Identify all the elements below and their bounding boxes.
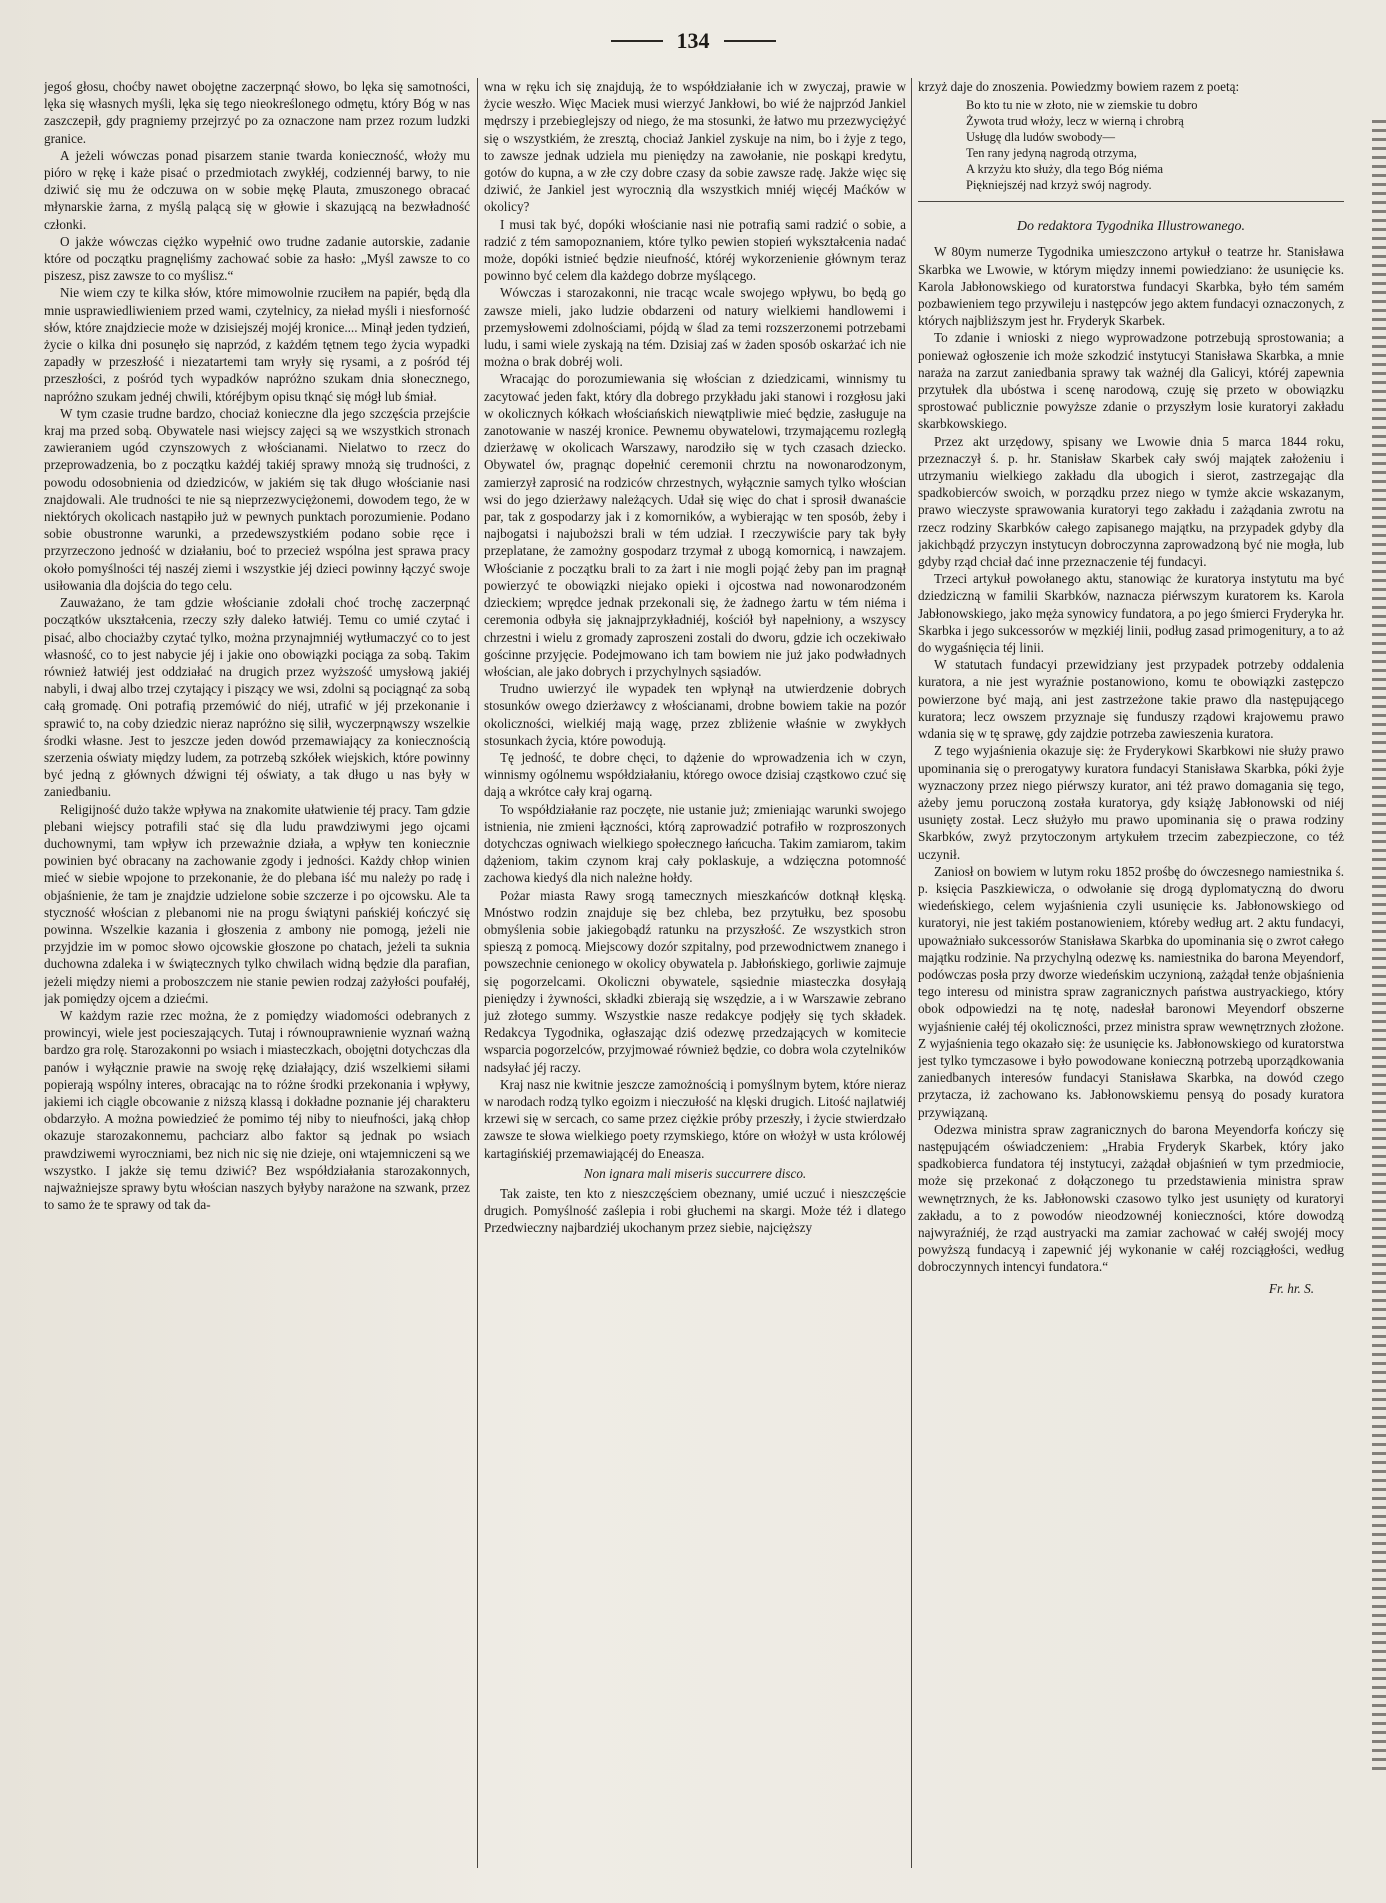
poem-line: Żywota trud włoży, lecz w wierną i chrobrą bbox=[966, 114, 1184, 129]
poem-line: Bo kto tu nie w złoto, nie w ziemskie tu dobro bbox=[966, 98, 1198, 113]
paragraph: krzyż daje do znoszenia. Powiedzmy bowiem razem z poetą: bbox=[918, 79, 1240, 94]
paragraph: Trudno uwierzyć ile wypadek ten wpłynął na utwierdzenie dobrych stosunków owego dzierżawcy z włościanami, drobne bowiem takie na pozór okoliczności, wielkiéj mają wagę, przez zbliżenie właśnie w zwykłych stosunkach życia, które powodują. bbox=[484, 681, 906, 748]
poem-line: Piękniejszéj nad krzyż swój nagrody. bbox=[966, 178, 1152, 193]
paragraph: O jakże wówczas ciężko wypełnić owo trudne zadanie autorskie, zadanie które od początku pragnęliśmy zachować sobie za hasło: „Myśl zawsze to co piszesz, pisz zawsze to co myślisz.“ bbox=[44, 233, 470, 284]
section-divider bbox=[918, 201, 1344, 202]
paragraph: To współdziałanie raz poczęte, nie ustanie już; zmieniając warunki swojego istnienia, nie zmieni łączności, którą zaprowadzić potrafiło w rozproszonych dotychczas ogniwach wielkiego społecznego łańcucha. Takim zamiarom, takim dążeniom, takim czynom kraj cały poklaskuje, a wdzięczna potomność zachowa kiedyś dla nich należne hołdy. bbox=[484, 801, 906, 886]
paragraph: Zaniosł on bowiem w lutym roku 1852 prośbę do ówczesnego namiestnika ś. p. księcia Paszkiewicza, o odwołanie się drogą dyplomatyczną do dworu wiedeńskiego, celem wyjaśnienia czyli usunięcie ks. Jabłonowskiego od kuratoryi, nie jest takiém postanowieniem, któreby według art. 2 aktu fundacyi, upoważniało sukcessorów Stanisława Skarbka do upominania się o zwrot całego majątku rodzinie. Na przychylną odezwę ks. namiestnika do barona Meyendorf, podówczas posła przy dworze wiedeńskim uczynioną, zażądał tenże objaśnienia tego interesu od ministra spraw zagranicznych państwa austryackiego, który obok odpowiedzi na tę notę, nadesłał baronowi Meyendorf obszerne wyjaśnienie całéj téj okoliczności, przez ministra spraw wewnętrznych złożone. Z wyjaśnienia tego okazało się: że usunięcie ks. Jabłonowskiego od kuratorstwa jest tylko tymczasowe i było powodowane konieczną potrzebą uporządkowania zaniedbanych interesów fundacyi Stanisława Skarbka, na dowód czego przytacza, iż zachowano ks. Jabłonowskiemu pensyą do posady kuratora przywiązaną. bbox=[918, 863, 1344, 1120]
signature: Fr. hr. S. bbox=[1268, 1280, 1314, 1296]
column-2 bbox=[484, 78, 906, 1868]
paragraph: Z tego wyjaśnienia okazuje się: że Fryderykowi Skarbkowi nie służy prawo upominania się o prerogatywy kuratora fundacyi Stanisława Skarbka, póki żyje wyznaczony przez niego piérwszy kurator, ani téż prawo domagania się tego, ażeby jemu poruczoną została kuratorya, gdy książę Jabłonowski od niéj usunięty został. Lecz służyło mu prawo upominania się o prawa rodziny Skarbków, zwyż przytoczonym artykułem trzecim zabezpieczone, co téż uczynił. bbox=[918, 743, 1344, 862]
paragraph: Nie wiem czy te kilka słów, które mimowolnie rzuciłem na papiér, będą dla mnie usprawiedliwieniem przed wami, czytelnicy, za nieład myśli i niesforność słów, które znajdziecie może w dzisiejszéj mojéj kronice.... Minął jeden tydzień, życie o kilka dni posunęło się naprzód, z każdém tętnem tego życia wypadki zapadły w przeszłość i niezatartemi tam wryły się rysami, a z pośród téj przeszłości, z pośród tych wypadków napróżno szukam dnia słonecznego, napróżno szukam jednéj chwili, któréjbym opisu tknąć się mógł lub śmiał. bbox=[44, 285, 470, 404]
paragraph: Trzeci artykuł powołanego aktu, stanowiąc że kuratorya instytutu ma być dziedziczną w familii Skarbków, naznacza piérwszym kuratorem ks. Karola Jabłonowskiego, jako męża synowicy fundatora, a po jego śmierci Fryderyka hr. Skarbka i jego sukcessorów w męzkiéj linii, podług zasad primogenitury, a to aż do wygaśnięcia téj linii. bbox=[918, 571, 1344, 656]
column-divider-2 bbox=[911, 78, 912, 1868]
paragraph: Pożar miasta Rawy srogą tamecznych mieszkańców dotknął klęską. Mnóstwo rodzin znajduje się bez chleba, bez przytułku, bez sposobu obmyślenia sobie jakiegobądź ratunku na przyszłość. Ze wszystkich stron spieszą z pomocą. Miejscowy dozór szpitalny, pod przewodnictwem znanego i powszechnie cenionego w okolicy obywatela p. Jabłońskiego, gorliwie zajmuje się pogorzelcami. Okoliczni obywatele, sąsiednie miasteczka dosyłają pieniędzy i żywności, składki zbierają się wszędzie, a i w Warszawie zebrano już złotego summy. Wszystkie nasze redakcye podjęły się tych składek. Redakcya Tygodnika, ogłaszając dziś odezwę przedzających w komitecie wsparcia pogorzelców, przyjmowaé również będzie, co dobra wola czytelników nadsyłać jéj raczy. bbox=[484, 887, 906, 1075]
paragraph: W każdym razie rzec można, że z pomiędzy wiadomości odebranych z prowincyi, wiele jest pocieszających. Tutaj i równouprawnienie wyznań ważną bardzo gra rolę. Starozakonni po wsiach i miasteczkach, obojętni dotychczas dla panów i wyłącznie prawie na swoję rękę działający, dziś wszelkiemi siłami popierają wspólny interes, obracając na to różne środki przekonania i wpływy, jakiemi ich ciągle obcowanie z niższą klassą i dokładne poznanie jéj charakteru obdarzyło. A można powiedzieć że pomimo téj niby to nieufności, jaką chłop okazuje starozakonnemu, pachciarz albo faktor są jednak po wsiach prawdziwemi wyroczniami, bez nich nic się nie dzieje, oni wtajemniczeni są we wszystko. I jakże się temu dziwić? Bez współdziałania starozakonnych, najważniejsze sprawy bytu włościan naszych byłyby narażone na szwank, przez to samo że te sprawy od tak da- bbox=[44, 1007, 470, 1213]
paragraph: Religijność dużo także wpływa na znakomite ułatwienie téj pracy. Tam gdzie plebani wiejscy potrafili stać się dla ludu prawdziwymi jego ojcami duchownymi, tam wpływ ich przeważnie działa, a wpływ ten koniecznie powinien być obracany na zachowanie zgody i jedności. Każdy chłop winien mieć w siebie wpojone to przekonanie, że do plebana iść mu należy po radę i objaśnienie, że tam je znajdzie udzielone sobie szczerze i po ojcowsku. Ale ta styczność włościan z plebanomi nie na progu świątyni pańskiéj kończyć się powinna. Wszelkie kazania i głoszenia z ambony nie pomogą, jeżeli nie przyjdzie im w pomoc słowo ojcowskie głoszone po chatach, jeżeli ta suknia duchowna zdaleka i w świątecznych tylko chwilach widną będzie dla parafian, jeżeli między niemi a proboszczem nie stanie pewien rodzaj zażyłości poufałéj, jak pomiędzy ojcem a dziećmi. bbox=[44, 801, 470, 1006]
paragraph: jegoś głosu, choćby nawet obojętne zaczerpnąć słowo, bo lęka się samotności, lęka się własnych myśli, lęka się tego nieokreślonego odmętu, który Bóg w nas zaszczepił, gdy pragniemy przejrzyć po za oznaczone nam przez rozum ludzki granice. bbox=[44, 79, 470, 146]
paragraph: W tym czasie trudne bardzo, chociaż konieczne dla jego szczęścia przejście kraj ma przed sobą. Obywatele nasi wiejscy zajęci są we wszystkich stronach zawieraniem ugód czynszowych z włościanami. Nielatwo to rzecz do przeprowadzenia, bo z początku każdéj takiéj sprawy mnożą się trudności, z powodu odosobnienia od dziedziców, w jakiém się tak długo włościanie nasi znajdowali. Ale trudności te nie są nieprzezwyciężonemi, dowodem tego, że w niektórych okolicach nastąpiło już w pewnych punktach porozumienie. Podano sobie obustronne warunki, a przedewszystkiém podano sobie ręce i przyrzeczono jedność w działaniu, boć to przecież wspólna jest sprawa pracy około pomyślności téj naszéj ziemi i wszystkie jéj dzieci powinny łączyć swoje usiłowania dla dojścia do tego celu. bbox=[44, 405, 470, 593]
column-3 bbox=[918, 78, 1344, 1868]
paragraph: Wracając do porozumiewania się włościan z dziedzicami, winnismy tu zacytować jeden fakt, który dla dobrego przykładu jaki stanowi i rozgłosu jaki w okolicznych kółkach włościańskich niewątpliwie mieć będzie, zasługuje na zanotowanie w naszéj kronice. Pewnemu obywatelowi, trzymającemu rozległą dzierżawę w okolicach Warszawy, narodziło się w tych czasach dziecko. Obywatel ów, pragnąc dopełnić ceremonii chrztu na nowonarodzonym, zamierzył zaprosić na rodziców chrzestnych, wyłącznie samych tylko włościan wsi do jego dzierżawy należących. Udał się więc do chat i sprosił dwanaście par, tak z gospodarzy jak i z komorników, a wybierając w ten sposób, żeby i najbogatsi i najuboższi brali w tém udział. I rzeczywiście pary tak były przeplatane, że zamożny gospodarz trzymał z ubogą komornicą, i nawzajem. Włościanie z początku brali to za żart i nie mogli pojąć żeby pan im pragnął powierzyć te obowiązki niejako opieki i ojcostwa nad nowonarodzoném dzieckiem; wprędce jednak przekonali się, że żadnego żartu w tém niéma i ceremonia odbyła się jaknajprzykładniéj, kościół był napełniony, a wszyscy chrzestni i wielu z gromady zaproszeni zostali do dworu, gdzie ich oczekiwało gościnne przyjęcie. Podejmowano ich tam bowiem nie już jako podwładnych włościan, ale jako dobrych i przychylnych sąsiadów. bbox=[484, 371, 906, 679]
paragraph: W 80ym numerze Tygodnika umieszczono artykuł o teatrze hr. Stanisława Skarbka we Lwowie, w którym między innemi powiedziano: że usunięcie ks. Karola Jabłonowskiego od kuratorstwa fundacyi Skarbka, było tém samém pozbawieniem tego przywileju i następców jego aktem fundacyi oznaczonych, z których najbliższym jest hr. Fryderyk Skarbek. bbox=[918, 244, 1344, 329]
paragraph: I musi tak być, dopóki włościanie nasi nie potrafią sami radzić o sobie, a radzić z tém samopoznaniem, które tylko pewien stopień wykształcenia nadać może, dopóki istnieć będzie nieufność, któréj wykorzenienie głównym teraz powinno być celem dla każdego dobrze myślącego. bbox=[484, 216, 906, 284]
poem bbox=[966, 97, 1344, 193]
column-divider-1 bbox=[477, 78, 478, 1868]
paragraph: A jeżeli wówczas ponad pisarzem stanie twarda konieczność, włoży mu pióro w rękę i każe pisać o przedmiotach zwykłéj, codziennéj barwy, to nie dziwić się mu że odczuwa on w sobie mękę Plauta, zmuszonego obracać młynarskie żarna, z myślą palącą się w głowie i skazującą na bezwładność członki. bbox=[44, 147, 470, 232]
poem-line: Ten rany jedyną nagrodą otrzyma, bbox=[966, 146, 1137, 161]
page-header bbox=[0, 26, 1386, 56]
poem-line: Usługę dla ludów swobody— bbox=[966, 130, 1115, 145]
paragraph: Wówczas i starozakonni, nie tracąc wcale swojego wpływu, bo będą go zawsze mieli, jako ludzie obdarzeni od natury wielkiemi handlowemi i przemysłowemi zdolnościami, pójdą w ślad za temi rozszerzonemi potrzebami ludu, i sami wiele zyskają na tém. Dzisiaj zaś w żaden sposób oskarżać ich nie można o brak dobréj woli. bbox=[484, 285, 906, 370]
paragraph: Przez akt urzędowy, spisany we Lwowie dnia 5 marca 1844 roku, przeznaczył ś. p. hr. Stanisław Skarbek cały swój majątek założeniu i utrzymaniu wielkiego zakładu dla ubogich i sierot, zastrzegając dla spadkobierców swoich, w porządku przez niego w tymże akcie wskazanym, prawo wieczyste sprawowania kuratoryi tego zakładu i zażądania zwrotu na rzecz rodziny Skarbków całego zapisanego majątku, na przypadek gdyby dla jakichbądź przyczyn instytucyn dobroczynna zaprowadzoną być nie mogła, lub gdyby rząd chciał dać inne przeznaczenie téj fundacyi. bbox=[918, 433, 1344, 570]
paragraph: Tak zaiste, ten kto z nieszczęściem obeznany, umié uczuć i nieszczęście drugich. Pomyślność zaślepia i robi głuchemi na skargi. Może téż i dlatego Przedwieczny najbardziéj ukochanym przez siebie, najcięższy bbox=[484, 1186, 906, 1236]
adjacent-page-edge bbox=[1372, 120, 1386, 1770]
letter-title: Do redaktora Tygodnika Illustrowanego. bbox=[1016, 219, 1246, 235]
header-rule-left bbox=[611, 40, 663, 42]
paragraph: Odezwa ministra spraw zagranicznych do barona Meyendorfa kończy się następującém oświadczeniem: „Hrabia Fryderyk Skarbek, który jako spadkobierca fundatora téj instytucyi, zażądał objaśnień w tym przedmiocie, może się przekonać z dołączonego tu przedstawienia ministra spraw wewnętrznych, że ks. Jabłonowski czasowo tylko jest usunięty od kuratoryi zakładu, a to z powodów nieodzownéj konieczności, które dowodzą najwyraźniéj, że rząd austryacki ma zamiar zachować w całéj swojéj mocy powyższą fundacyą i zapewnić jéj wykonanie w całéj rozciągłości, według dobroczynnych intencyi fundatora.“ bbox=[918, 1121, 1344, 1275]
paragraph: Zauważano, że tam gdzie włościanie zdołali choć trochę zaczerpnąć początków ukształcenia, rzeczy szły daleko łatwiéj. Temu co umié czytać i pisać, albo chociażby czytać tylko, można przynajmniéj wytłumaczyć co to jest własność, co to jest nabycie jéj i jakie ono obowiązki pociąga za sobą. Takim również łatwiéj jest oddziałać na drugich przez wyższość umysłową jakiéj nabyli, i dwaj albo trzej czytający i piszący we wsi, zdolni są pociągnąć za sobą całą gromadę. Oni potrafią przemówić do niéj, utrafić w jéj przekonanie i sprawić to, na coby dziedzic nieraz napróżno się silił, wyczerpnąwszy wszelkie środki własne. Jest to jeszcze jeden dowód przemawiający za koniecznością szerzenia oświaty między ludem, za potrzebą szkółek wiejskich, które powinny być jedną z głównych dźwigni téj oświaty, a tak długo u nas były w zaniedbaniu. bbox=[44, 595, 470, 800]
header-rule-right bbox=[724, 40, 776, 42]
paragraph: Kraj nasz nie kwitnie jeszcze zamożnością i pomyślnym bytem, które nieraz w narodach rodzą tylko egoizm i nieczułość na klęski drugich. Litość najlatwiéj krzewi się w sercach, co same przez ciężkie próby przeszły, i życie stwierdzało zawsze te słowa wielkiego poety rzymskiego, które on włożył w usta królowéj kartagińskiéj przemawiającéj do Eneasza. bbox=[484, 1076, 906, 1161]
paragraph: To zdanie i wnioski z niego wyprowadzone potrzebują sprostowania; a ponieważ ogłoszenie ich może szkodzić instytucyi Stanisława Skarbka, a mnie naraża na zarzut zaniedbania sprawy tak ważnéj dla Galicyi, któréj zapewnia przytułek dla ubóstwa i scenę narodową, czuję się przeto w obowiązku sprostować publicznie powyższe zdanie o przyszłym losie kuratoryi zakładu skarbkowskiego. bbox=[918, 330, 1344, 432]
poem-line: A krzyżu kto służy, dla tego Bóg niéma bbox=[966, 162, 1164, 177]
latin-motto: Non ignara mali miseris succurrere disco. bbox=[583, 1165, 807, 1181]
paragraph: Tę jedność, te dobre chęci, to dążenie do wprowadzenia ich w czyn, winnismy ogólnemu współdziałaniu, którego owoce dzisiaj cząstkowo czuć się dają a wkrótce cały kraj ogarną. bbox=[484, 749, 906, 800]
page-number: 134 bbox=[676, 28, 710, 53]
paragraph: W statutach fundacyi przewidziany jest przypadek potrzeby oddalenia kuratora, a nie jest wyraźnie postanowiono, komu te obowiązki zastępczo powierzone być mają, ani jest zastrzeżone takie prawo dla następującego kuratora; lecz owszem przyznaje się funduszy rządowi krajowemu prawo wdania się w tę sprawę, gdy zajdzie potrzeba zawieszenia kuratora. bbox=[918, 657, 1344, 742]
column-1 bbox=[44, 78, 470, 1868]
paragraph: wna w ręku ich się znajdują, że to współdziałanie ich w zwyczaj, prawie w życie weszło. Więc Maciek musi wierzyć Jankłowi, bo wié że najprzód Jankiel mędrszy i przebieglejszy od niego, że ma stosunki, że łatwo mu przezwyciężyć się o wszystkiém, że zresztą, chociaż Jankiel zyskuje na nim, bo i żyje z tego, to zawsze jednak udziela mu pieniędzy na zawołanie, nie poskąpi kredytu, gotów do kupna, a w złe czy dobre czasy da sobie zawsze radę. Jakże więc się dziwić, że Jankiel jest wyrocznią dla wszystkich mniéj więcéj Maćków w okolicy? bbox=[484, 79, 906, 215]
